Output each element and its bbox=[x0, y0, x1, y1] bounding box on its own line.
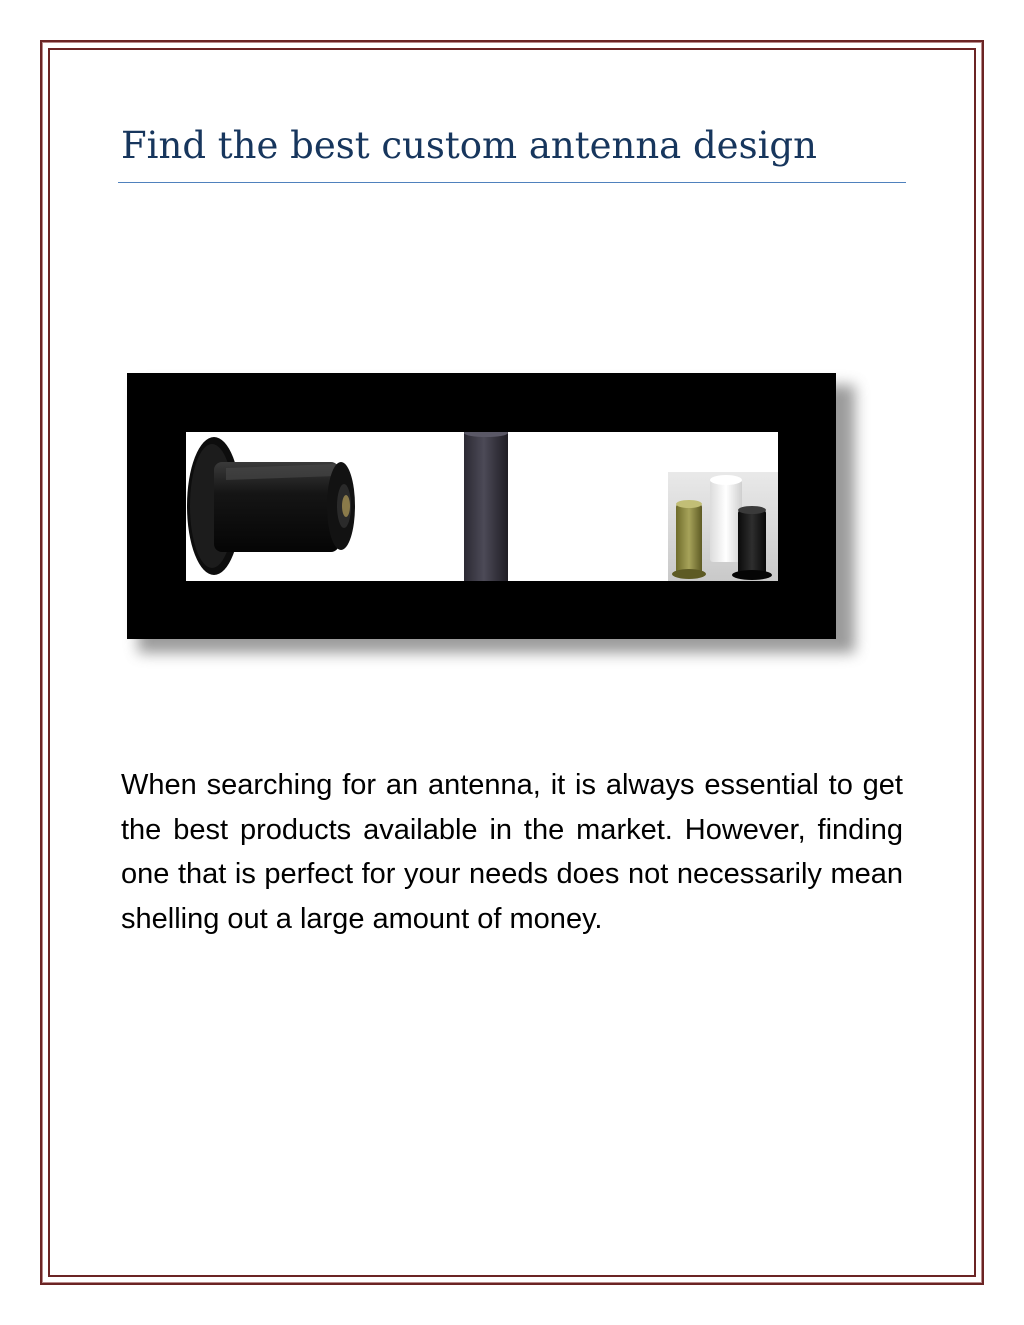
pole-antenna-icon bbox=[464, 432, 508, 581]
page-title: Find the best custom antenna design bbox=[121, 124, 817, 167]
flanged-antenna-icon bbox=[187, 437, 355, 575]
page-border-inner bbox=[48, 48, 976, 1277]
body-paragraph: When searching for an antenna, it is always essential to get the best products available in the market. However, finding one that is perfect for your needs does not necessarily mean shelling out a large amount of money. bbox=[121, 769, 903, 935]
product-image bbox=[186, 432, 778, 581]
title-underline bbox=[118, 182, 906, 183]
product-image-svg bbox=[186, 432, 778, 581]
radome-antenna-group-icon bbox=[668, 472, 778, 581]
